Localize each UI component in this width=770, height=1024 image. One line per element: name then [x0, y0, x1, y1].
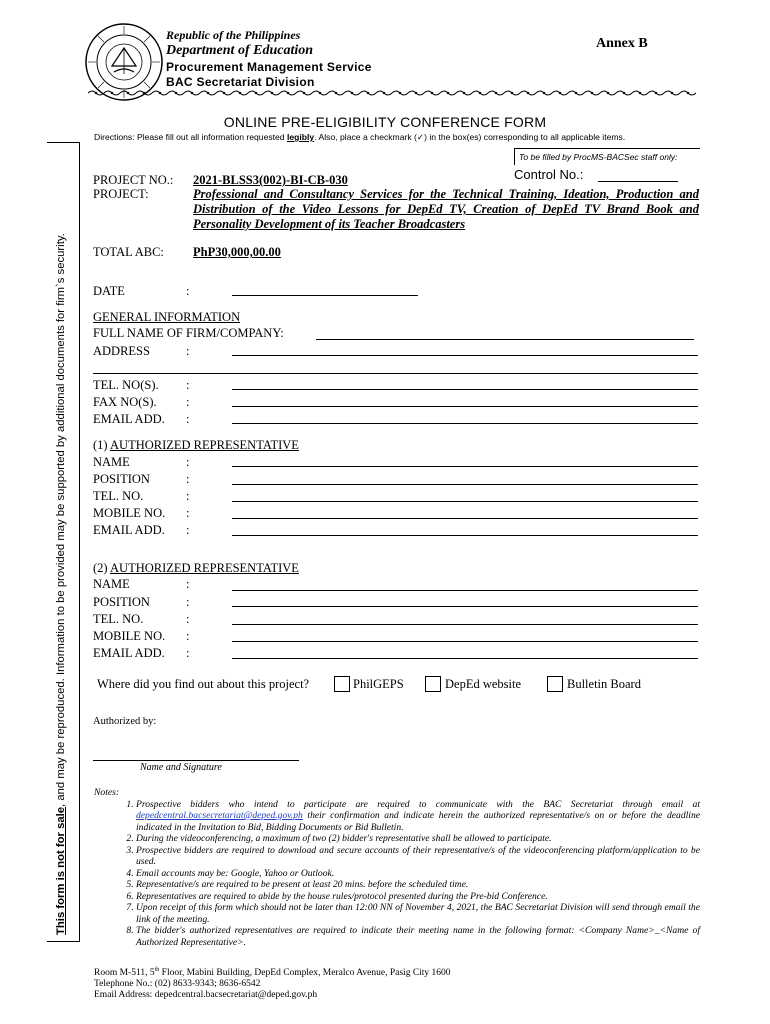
note-8: 8. The bidder's authorized representatives are required to indicate their meeting name in the following format: <Company Name>_<Name of Authorized Representative>. [136, 925, 700, 948]
note-7: 7. Upon receipt of this form which should not be later than 12:00 NN of November 4, 2021, the BAC Secretariat Division will send through email the link of the meeting. [136, 902, 700, 925]
rep1-tel-colon: : [186, 489, 190, 503]
staff-only-box: To be filled by ProcMS-BACSec staff only: [514, 148, 700, 165]
service-heading: Procurement Management Service [166, 60, 372, 74]
note-1 [136, 799, 700, 834]
directions [94, 132, 625, 143]
footer-address [94, 965, 451, 979]
bac-email-link[interactable]: depedcentral.bacsecretariat@deped.gov.ph [136, 810, 303, 821]
division-heading: BAC Secretariat Division [166, 75, 315, 89]
rep1-heading-text: AUTHORIZED REPRESENTATIVE [110, 438, 299, 452]
directions-bold: legibly [286, 132, 315, 142]
rep2-position-colon: : [186, 595, 190, 609]
notes-section [94, 787, 700, 948]
decorative-border [88, 89, 696, 97]
rep1-tel-field[interactable] [232, 501, 698, 502]
rep1-mobile-label: MOBILE NO. [93, 506, 166, 520]
total-abc-value: PhP30,000,00.00 [193, 245, 281, 259]
republic-heading: Republic of the Philippines [166, 28, 301, 42]
email-field[interactable] [232, 423, 698, 424]
note-1-text: Prospective bidders who intend to participate are required to communicate with the BAC Secretariat through email at [136, 798, 700, 810]
control-no-field[interactable] [598, 181, 678, 182]
rep1-heading [93, 438, 299, 453]
note-6: 6. Representatives are required to abide by the house rules/protocol presented during the Pre-bid Conference. [136, 891, 700, 903]
bulletin-board-label: Bulletin Board [567, 677, 641, 691]
note-1-text-2: their confirmation and indicate herein the authorized representative/s on or before the deadline indicated in the Invitation to Bid, Bidding Documents or Bid Bulletin. [136, 810, 700, 833]
project-no-label: PROJECT NO.: [93, 173, 174, 187]
rep2-top-line [232, 590, 698, 591]
philgeps-checkbox[interactable] [334, 676, 350, 692]
note-2: 2. During the videoconferencing, a maximum of two (2) bidder's representative shall be allowed to participate. [136, 833, 700, 845]
address-colon: : [186, 344, 190, 358]
footer-telephone: Telephone No.: (02) 8633-9343; 8636-6542 [94, 979, 261, 990]
rep2-position-field[interactable] [232, 606, 698, 607]
side-notice [55, 165, 67, 935]
rep1-position-label: POSITION [93, 472, 150, 486]
notes-heading: Notes: [94, 787, 120, 798]
rep1-position-field[interactable] [232, 484, 698, 485]
rep1-email-colon: : [186, 523, 190, 537]
footer-address-sup: th [154, 967, 160, 973]
directions-text-2: . Also, place a checkmark (✓) in the box(es) corresponding to all applicable items. [314, 132, 626, 142]
deped-website-label: DepEd website [445, 677, 522, 691]
project-description: Professional and Consultancy Services for the Technical Training, Ideation, Production and Distribution of the Video Lessons for DepEd TV, Creation of DepEd TV Brand Book and Personality Development of its Teacher Broadcasters [193, 187, 699, 231]
rep2-email-colon: : [186, 646, 190, 660]
rep1-name-colon: : [186, 455, 190, 469]
footer-address-2: Floor, Mabini Building, DepEd Complex, Meralco Avenue, Pasig City 1600 [159, 968, 451, 979]
address-field-2[interactable] [93, 373, 698, 374]
rep1-name-field[interactable] [232, 466, 698, 467]
side-notice-text: , and may be reproduced. Information to be provided may be supported by additional documents for firm`s security. [55, 233, 67, 807]
tel-field[interactable] [232, 389, 698, 390]
email-colon: : [186, 412, 190, 426]
rep2-heading [93, 561, 299, 576]
deped-website-checkbox[interactable] [425, 676, 441, 692]
side-notice-underlined: This form is not for sale [55, 806, 67, 935]
rep2-mobile-field[interactable] [232, 641, 698, 642]
bulletin-board-checkbox[interactable] [547, 676, 563, 692]
control-no-label: Control No.: [514, 167, 584, 182]
philgeps-label: PhilGEPS [353, 677, 404, 691]
rep1-prefix: (1) [93, 438, 111, 452]
rep2-heading-text: AUTHORIZED REPRESENTATIVE [110, 561, 299, 575]
rep1-position-colon: : [186, 472, 190, 486]
firm-name-label: FULL NAME OF FIRM/COMPANY: [93, 326, 284, 340]
firm-name-field[interactable] [316, 339, 694, 340]
rep2-tel-colon: : [186, 612, 190, 626]
note-3: 3. Prospective bidders are required to download and secure accounts of their representative/s of the videoconferencing platform/application to be used. [136, 845, 700, 868]
total-abc-label: TOTAL ABC: [93, 245, 164, 259]
date-field[interactable] [232, 295, 418, 296]
rep2-tel-field[interactable] [232, 624, 698, 625]
address-field-1[interactable] [232, 355, 698, 356]
rep1-mobile-colon: : [186, 506, 190, 520]
rep1-tel-label: TEL. NO. [93, 489, 144, 503]
note-5: 5. Representative/s are required to be present at least 20 mins. before the scheduled time. [136, 879, 700, 891]
footer [94, 965, 451, 1001]
fax-label: FAX NO(S). [93, 395, 157, 409]
rep2-position-label: POSITION [93, 595, 150, 609]
footer-email: Email Address: depedcentral.bacsecretariat@deped.gov.ph [94, 990, 318, 1001]
rep2-tel-label: TEL. NO. [93, 612, 144, 626]
rep2-prefix: (2) [93, 561, 111, 575]
signature-field[interactable] [93, 760, 299, 761]
fax-field[interactable] [232, 406, 698, 407]
rep2-email-field[interactable] [232, 658, 698, 659]
email-label: EMAIL ADD. [93, 412, 165, 426]
general-info-heading: GENERAL INFORMATION [93, 310, 241, 324]
note-4: 4. Email accounts may be: Google, Yahoo or Outlook. [136, 868, 700, 880]
rep2-email-label: EMAIL ADD. [93, 646, 165, 660]
tel-label: TEL. NO(S). [93, 378, 159, 392]
date-colon: : [186, 284, 190, 298]
annex-label: Annex B [596, 36, 648, 51]
date-label: DATE [93, 284, 125, 298]
project-no-value: 2021-BLSS3(002)-BI-CB-030 [193, 173, 348, 187]
address-label: ADDRESS [93, 344, 150, 358]
rep2-name-colon: : [186, 577, 190, 591]
rep1-mobile-field[interactable] [232, 518, 698, 519]
rep1-name-label: NAME [93, 455, 130, 469]
source-question: Where did you find out about this project? [97, 677, 310, 691]
project-label: PROJECT: [93, 187, 149, 201]
directions-text-1: Directions: Please fill out all information requested [94, 132, 287, 142]
footer-address-1: Room M-511, 5 [94, 968, 155, 979]
form-title: ONLINE PRE-ELIGIBILITY CONFERENCE FORM [223, 114, 547, 130]
rep2-mobile-label: MOBILE NO. [93, 629, 166, 643]
authorized-by-label: Authorized by: [93, 716, 157, 727]
fax-colon: : [186, 395, 190, 409]
department-heading: Department of Education [166, 43, 314, 58]
rep2-mobile-colon: : [186, 629, 190, 643]
rep2-name-label: NAME [93, 577, 130, 591]
tel-colon: : [186, 378, 190, 392]
rep1-email-field[interactable] [232, 535, 698, 536]
signature-caption: Name and Signature [140, 762, 222, 773]
rep1-email-label: EMAIL ADD. [93, 523, 165, 537]
